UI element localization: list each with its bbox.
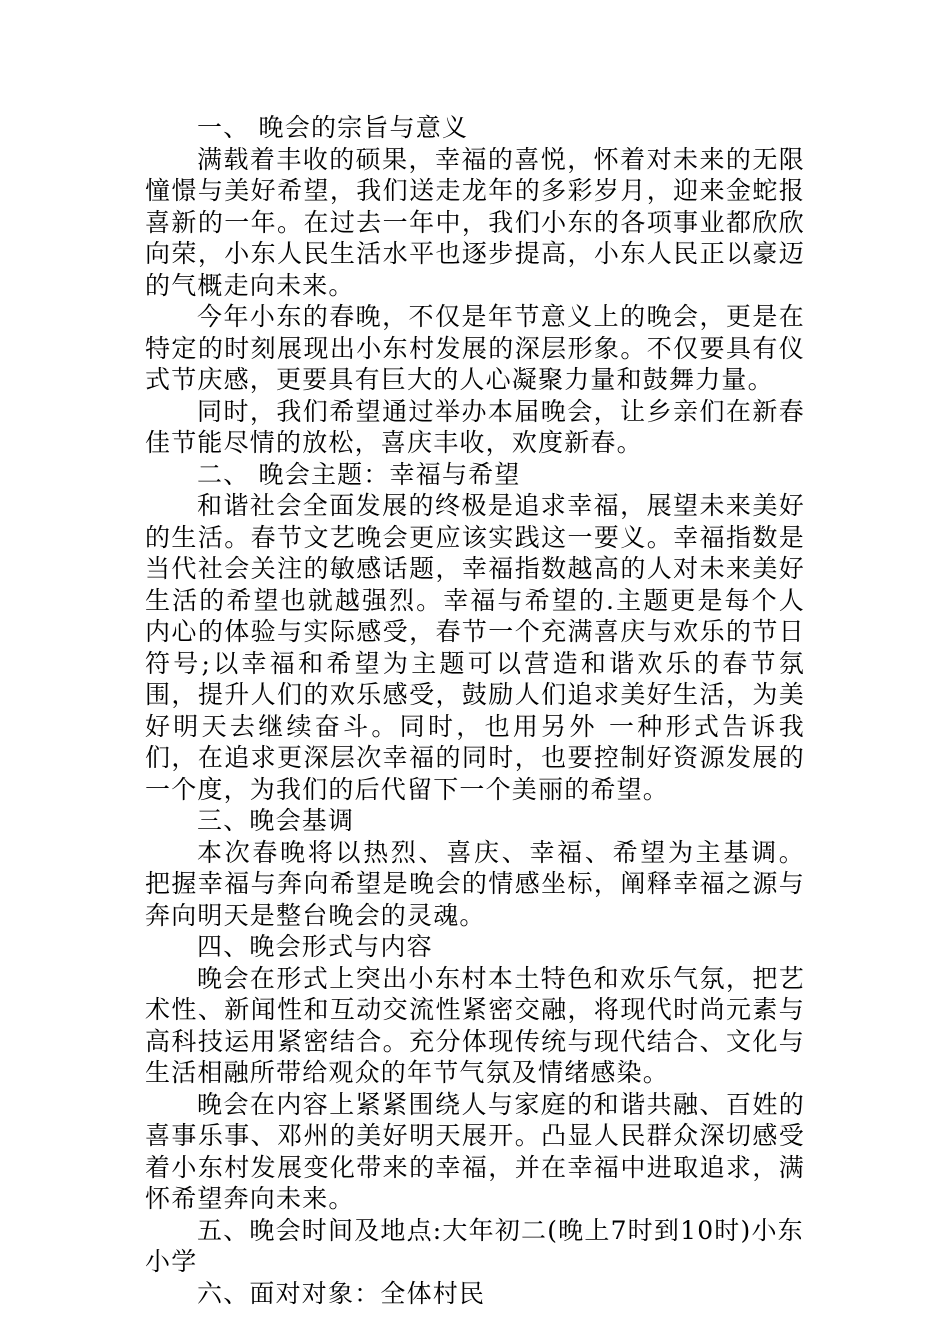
section-heading-tone: 三、晚会基调 xyxy=(197,806,355,835)
body-paragraph: 满载着丰收的硕果，幸福的喜悦，怀着对未来的无限憧憬与美好希望，我们送走龙年的多彩岁月，迎来金蛇报喜新的一年。在过去一年中，我们小东的各项事业都欣欣向荣，小东人民生活水平也逐步提高，小东人民正以豪迈的气概走向未来。 xyxy=(145,144,805,300)
body-paragraph: 本次春晚将以热烈、喜庆、幸福、希望为主基调。 把握幸福与奔向希望是晚会的情感坐标，阐释幸福之源与奔向明天是整台晚会的灵魂。 xyxy=(145,837,805,930)
body-paragraph: 晚会在形式上突出小东村本土特色和欢乐气氛，把艺术性、新闻性和互动交流性紧密交融，将现代时尚元素与高科技运用紧密结合。充分体现传统与现代结合、文化与生活相融所带给观众的年节气氛及情绪感染。 xyxy=(145,963,805,1087)
section-heading-theme: 二、 晚会主题：幸福与希望 xyxy=(197,459,521,489)
body-paragraph: 和谐社会全面发展的终极是追求幸福，展望未来美好的生活。春节文艺晚会更应该实践这一要义。幸福指数是当代社会关注的敏感话题，幸福指数越高的人对未来美好生活的希望也就越强烈。幸福与希望的.主题更是每个人内心的体验与实际感受，春节一个充满喜庆与欢乐的节日符号;以幸福和希望为主题可以营造和谐欢乐的春节氛围，提升人们的欢乐感受，鼓励人们追求美好生活，为美好明天去继续奋斗。同时，也用另外 一种形式告诉我们，在追求更深层次幸福的同时，也要控制好资源发展的一个度，为我们的后代留下一个美丽的希望。 xyxy=(145,491,805,804)
section-heading-time-place: 五、晚会时间及地点:大年初二(晚上7时到10时)小东小学 xyxy=(145,1215,804,1276)
section-heading-purpose: 一、 晚会的宗旨与意义 xyxy=(197,113,469,142)
section-heading-audience: 六、面对对象：全体村民 xyxy=(197,1278,486,1308)
body-paragraph: 晚会在内容上紧紧围绕人与家庭的和谐共融、百姓的喜事乐事、邓州的美好明天展开。凸显人民群众深切感受着小东村发展变化带来的幸福，并在幸福中进取追求，满怀希望奔向未来。 xyxy=(145,1089,805,1213)
body-paragraph: 同时，我们希望通过举办本届晚会，让乡亲们在新春佳节能尽情的放松，喜庆丰收，欢度新春。 xyxy=(145,396,805,457)
document-body xyxy=(145,112,805,1309)
body-paragraph: 今年小东的春晚，不仅是年节意义上的晚会，更是在特定的时刻展现出小东村发展的深层形象。不仅要具有仪式节庆感，更要具有巨大的人心凝聚力量和鼓舞力量。 xyxy=(145,302,805,394)
section-heading-format: 四、晚会形式与内容 xyxy=(197,932,433,961)
